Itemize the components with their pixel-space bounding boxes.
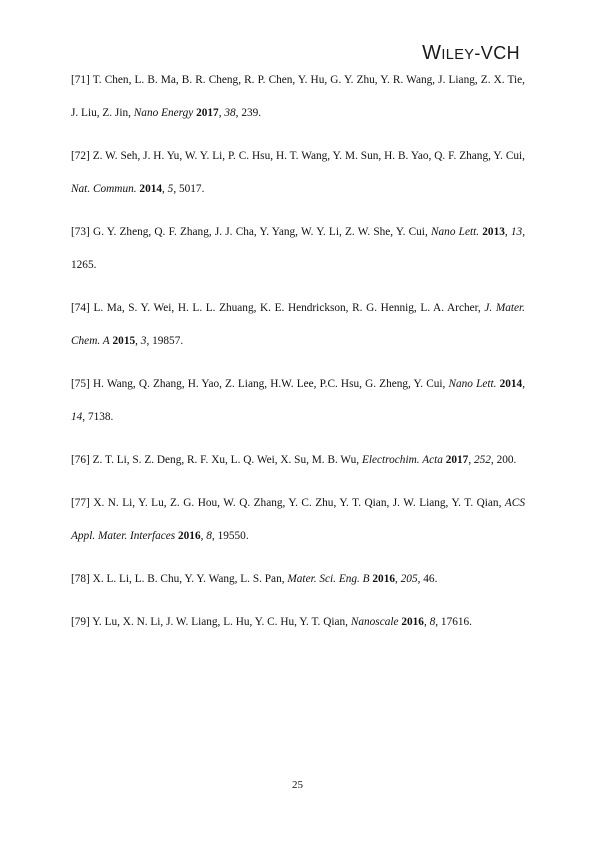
reference-authors: L. Ma, S. Y. Wei, H. L. L. Zhuang, K. E. Hendrickson, R. G. Hennig, L. A. Archer, <box>93 302 481 314</box>
reference-item: [77] X. N. Li, Y. Lu, Z. G. Hou, W. Q. Zhang, Y. C. Zhu, Y. T. Qian, J. W. Liang, Y. T. Qian, ACS Appl. Mater. Interfaces 2016, 8, 19550. <box>71 497 525 542</box>
reference-year: 2016 <box>372 573 395 585</box>
reference-volume: 13 <box>510 226 523 238</box>
reference-authors: Z. W. Seh, J. H. Yu, W. Y. Li, P. C. Hsu, H. T. Wang, Y. M. Sun, H. B. Yao, Q. F. Zhang, Y. Cui, <box>92 150 525 162</box>
reference-authors: H. Wang, Q. Zhang, H. Yao, Z. Liang, H.W. Lee, P.C. Hsu, G. Zheng, Y. Cui, <box>92 378 446 390</box>
logo-vch: -VCH <box>474 43 520 63</box>
reference-pages: 200 <box>496 454 514 466</box>
reference-item: [76] Z. T. Li, S. Z. Deng, R. F. Xu, L. Q. Wei, X. Su, M. B. Wu, Electrochim. Acta 2017, 252, 200. <box>71 454 517 466</box>
reference-pages: 19857 <box>152 335 181 347</box>
reference-item: [72] Z. W. Seh, J. H. Yu, W. Y. Li, P. C. Hsu, H. T. Wang, Y. M. Sun, H. B. Yao, Q. F. Zhang, Y. Cui, Nat. Commun. 2014, 5, 5017. <box>71 150 525 195</box>
reference-volume: 252 <box>473 454 491 466</box>
reference-number: [77] <box>71 497 90 509</box>
reference-number: [74] <box>71 302 90 314</box>
reference-number: [73] <box>71 226 90 238</box>
reference-item: [73] G. Y. Zheng, Q. F. Zhang, J. J. Cha, Y. Yang, W. Y. Li, Z. W. She, Y. Cui, Nano Lett. 2013, 13, 1265. <box>71 226 526 271</box>
reference-year: 2014 <box>139 183 163 195</box>
reference-journal: Nano Energy <box>133 107 194 119</box>
reference-journal: Mater. Sci. Eng. B <box>287 573 370 585</box>
reference-number: [78] <box>71 573 90 585</box>
reference-pages: 46 <box>423 573 435 585</box>
reference-year: 2015 <box>112 335 136 347</box>
reference-volume: 8 <box>206 530 212 542</box>
reference-volume: 3 <box>140 335 147 347</box>
reference-year: 2014 <box>499 378 523 390</box>
reference-journal: Nano Lett. <box>430 226 480 238</box>
reference-pages: 19550 <box>217 530 246 542</box>
reference-authors: G. Y. Zheng, Q. F. Zhang, J. J. Cha, Y. Yang, W. Y. Li, Z. W. She, Y. Cui, <box>93 226 428 238</box>
reference-item: [78] X. L. Li, L. B. Chu, Y. Y. Wang, L. S. Pan, Mater. Sci. Eng. B 2016, 205, 46. <box>71 573 438 585</box>
reference-number: [75] <box>71 378 90 390</box>
reference-number: [71] <box>71 74 90 86</box>
reference-authors: X. N. Li, Y. Lu, Z. G. Hou, W. Q. Zhang, Y. C. Zhu, Y. T. Qian, J. W. Liang, Y. T. Qian, <box>93 497 502 509</box>
reference-number: [76] <box>71 454 90 466</box>
reference-pages: 1265 <box>71 259 94 271</box>
reference-volume: 38 <box>224 107 236 119</box>
reference-item: [71] T. Chen, L. B. Ma, B. R. Cheng, R. P. Chen, Y. Hu, G. Y. Zhu, Y. R. Wang, J. Liang, Z. X. Tie, J. Liu, Z. Jin, Nano Energy 2017, 38, 239. <box>71 74 525 119</box>
logo-letters-iley: ILEY <box>441 47 475 63</box>
reference-authors: X. L. Li, L. B. Chu, Y. Y. Wang, L. S. Pan, <box>92 573 285 585</box>
reference-year: 2016 <box>178 530 201 542</box>
reference-journal: ACS Appl. Mater. Interfaces <box>71 497 525 542</box>
publisher-logo <box>422 42 520 65</box>
reference-item: [74] L. Ma, S. Y. Wei, H. L. L. Zhuang, K. E. Hendrickson, R. G. Hennig, L. A. Archer, J. Mater. Chem. A 2015, 3, 19857. <box>71 302 526 347</box>
reference-journal: Nano Lett. <box>448 378 497 390</box>
reference-year: 2013 <box>482 226 505 238</box>
reference-volume: 205 <box>400 573 418 585</box>
reference-journal: J. Mater. Chem. A <box>71 302 526 347</box>
reference-journal: Nat. Commun. <box>71 183 137 195</box>
reference-year: 2016 <box>401 616 424 628</box>
reference-item: [79] Y. Lu, X. N. Li, J. W. Liang, L. Hu, Y. C. Hu, Y. T. Qian, Nanoscale 2016, 8, 17616. <box>71 616 472 628</box>
logo-letter-w: W <box>422 42 442 64</box>
reference-item: [75] H. Wang, Q. Zhang, H. Yao, Z. Liang, H.W. Lee, P.C. Hsu, G. Zheng, Y. Cui, Nano Lett. 2014, 14, 7138. <box>71 378 526 423</box>
reference-pages: 7138 <box>87 411 111 423</box>
reference-number: [72] <box>71 150 90 162</box>
reference-journal: Electrochim. Acta <box>361 454 443 466</box>
reference-year: 2017 <box>196 107 219 119</box>
reference-pages: 239 <box>241 107 259 119</box>
reference-pages: 17616 <box>440 616 470 628</box>
reference-pages: 5017 <box>178 183 202 195</box>
reference-year: 2017 <box>445 454 469 466</box>
reference-number: [79] <box>71 616 90 628</box>
reference-volume: 5 <box>167 183 174 195</box>
page-number: 25 <box>292 779 303 791</box>
reference-volume: 8 <box>429 616 436 628</box>
reference-authors: Y. Lu, X. N. Li, J. W. Liang, L. Hu, Y. C. Hu, Y. T. Qian, <box>92 616 348 628</box>
reference-journal: Nanoscale <box>350 616 399 628</box>
reference-volume: 14 <box>71 411 83 423</box>
reference-list <box>71 64 525 649</box>
reference-authors: T. Chen, L. B. Ma, B. R. Cheng, R. P. Chen, Y. Hu, G. Y. Zhu, Y. R. Wang, J. Liang, Z. X. Tie, J. Liu, Z. Jin, <box>71 74 525 119</box>
reference-authors: Z. T. Li, S. Z. Deng, R. F. Xu, L. Q. Wei, X. Su, M. B. Wu, <box>92 454 360 466</box>
